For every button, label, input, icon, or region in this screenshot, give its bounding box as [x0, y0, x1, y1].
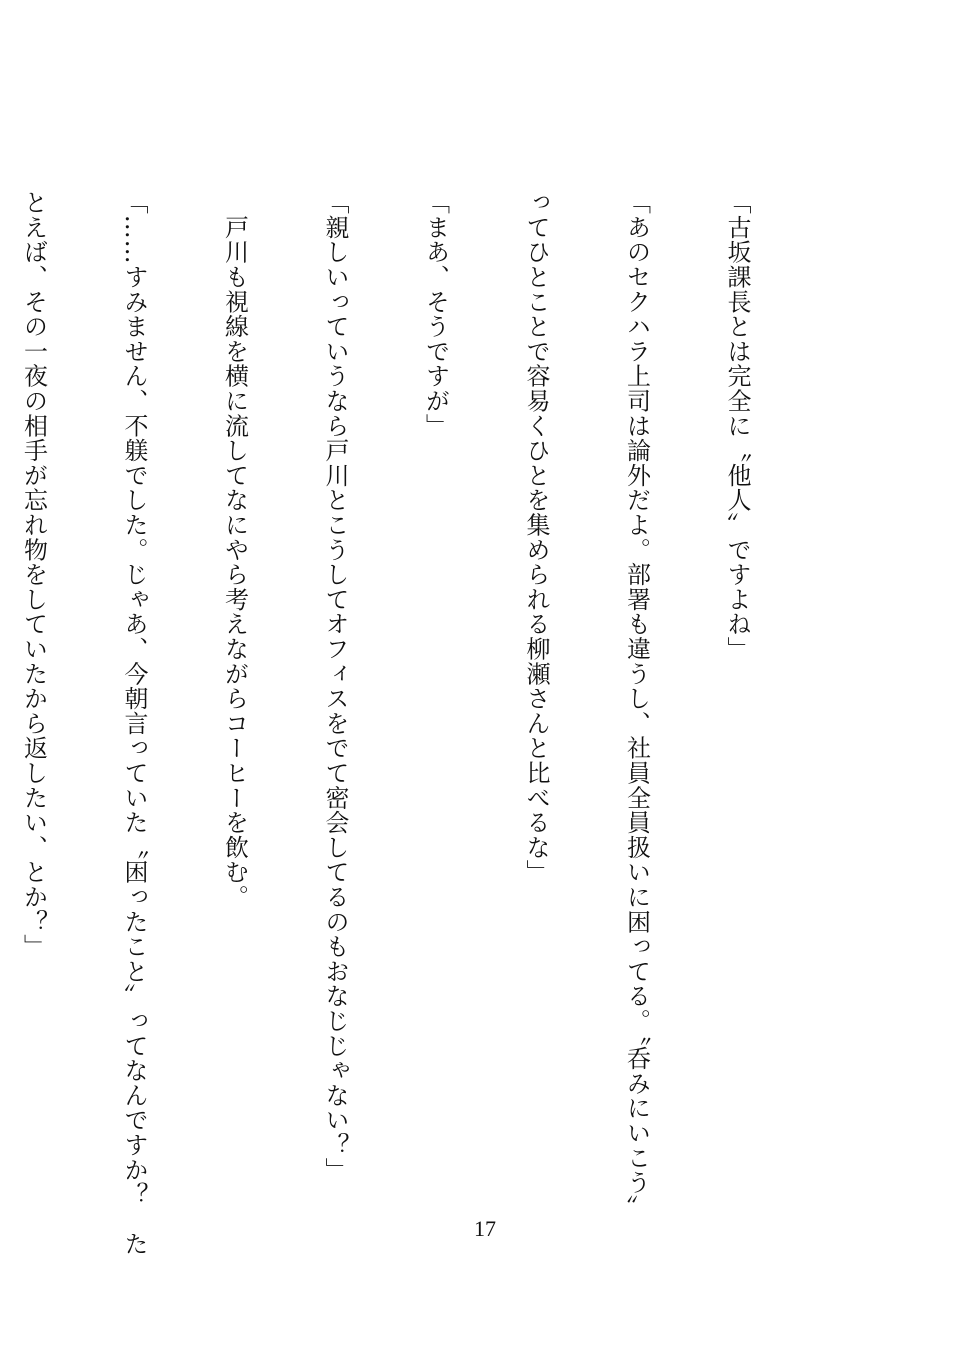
text-line: 「まあ、そうですが」	[421, 190, 450, 438]
text-line: 戸川も視線を横に流してなにやら考えながらコーヒーを飲む。	[220, 190, 249, 910]
text-line: 「親しいっていうなら戸川とこうしてオフィスをでて密会してるのもおなじじゃない？」	[321, 190, 349, 1182]
text-line: 「あのセクハラ上司は論外だよ。部署も違うし、社員全員扱いに困ってる。〝呑みにいこう〟	[622, 190, 651, 1220]
text-line: とえば、その一夜の相手が忘れ物をしていたから返したい、とか？」	[19, 190, 48, 959]
text-line: 「……すみません、不躾でした。じゃあ、今朝言っていた〝困ったこと〟ってなんですか？ た	[120, 190, 148, 1257]
text-line: ってひとことで容易くひとを集められる柳瀬さんと比べるな」	[522, 190, 550, 885]
page-number: 17	[474, 1216, 496, 1241]
text-line: 「古坂課長とは完全に〝他人〟ですよね」	[723, 190, 751, 662]
